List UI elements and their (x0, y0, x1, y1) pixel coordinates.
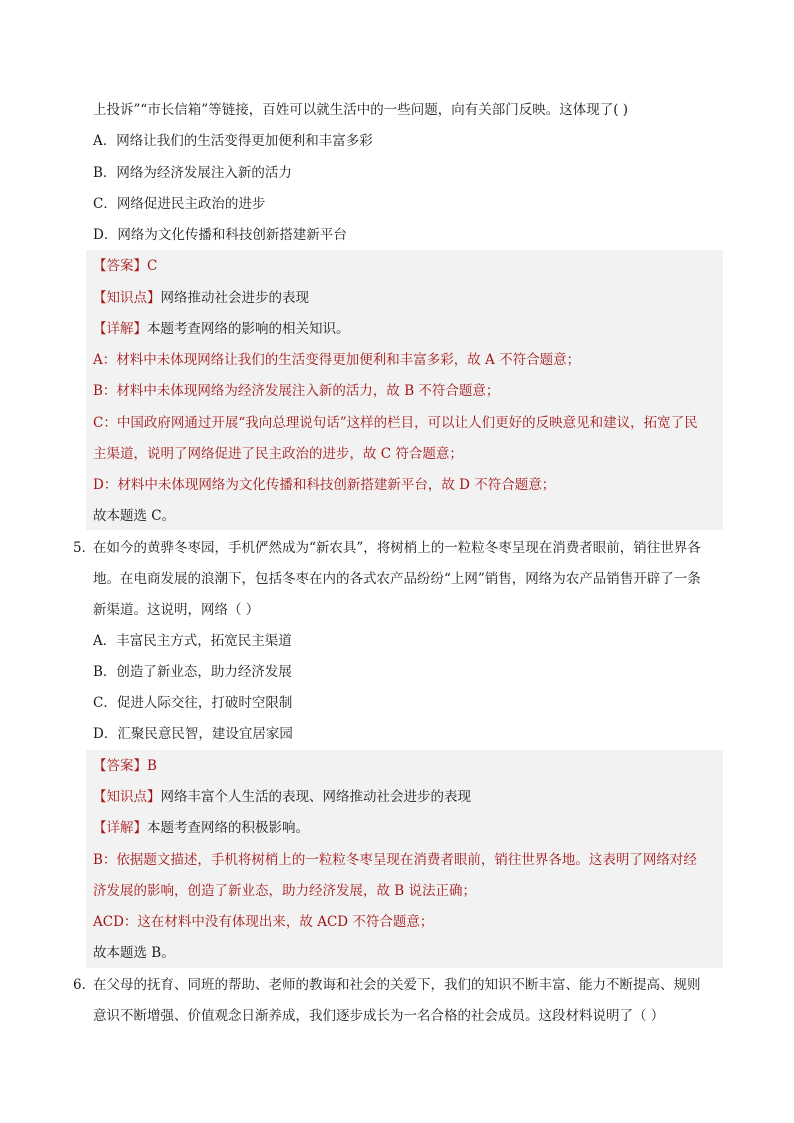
detail-value: 本题考查网络的积极影响。 (147, 820, 309, 836)
question-4-option-b: B．网络为经济发展注入新的活力 (93, 165, 292, 181)
question-5-option-d: D．汇聚民意民智，建设宜居家园 (93, 726, 293, 742)
question-5-analysis-b2: 济发展的影响，创造了新业态，助力经济发展，故 B 说法正确； (93, 883, 477, 899)
question-5-answer (93, 756, 157, 776)
question-4-analysis-b: B：材料中未体现网络为经济发展注入新的活力，故 B 不符合题意； (93, 383, 500, 399)
detail-value: 本题考查网络的影响的相关知识。 (147, 321, 350, 337)
question-4-stem: 上投诉”“市长信箱”等链接，百姓可以就生活中的一些问题，向有关部门反映。这体现了( ) (93, 102, 629, 118)
question-5-stem-line-3: 新渠道。这说明，网络（ ） (93, 602, 260, 618)
question-4-detail (93, 319, 350, 339)
answer-tag: 【答案】 (93, 758, 147, 774)
knowledge-tag: 【知识点】 (93, 290, 161, 306)
knowledge-tag: 【知识点】 (93, 789, 161, 805)
question-6-stem-line-1: 在父母的抚育、同班的帮助、老师的教诲和社会的关爱下，我们的知识不断丰富、能力不断提高、规则 (93, 977, 701, 993)
answer-value: B (147, 758, 157, 774)
knowledge-value: 网络丰富个人生活的表现、网络推动社会进步的表现 (160, 789, 471, 805)
question-4-analysis-c1: C：中国政府网通过开展“我向总理说句话”这样的栏目，可以让人们更好的反映意见和建议，拓宽了民 (93, 415, 698, 431)
question-4-knowledge (93, 288, 309, 308)
question-5-stem-line-2: 地。在电商发展的浪潮下，包括冬枣在内的各式农产品纷纷“上网”销售，网络为农产品销售开辟了一条 (93, 571, 701, 587)
question-4-option-c: C．网络促进民主政治的进步 (93, 196, 266, 212)
detail-tag: 【详解】 (93, 820, 147, 836)
question-6-number: 6． (73, 977, 96, 993)
detail-tag: 【详解】 (93, 321, 147, 337)
question-5-detail (93, 818, 309, 838)
answer-value: C (147, 258, 158, 274)
question-5-option-c: C．促进人际交往，打破时空限制 (93, 695, 293, 711)
knowledge-value: 网络推动社会进步的表现 (160, 290, 309, 306)
question-4-analysis-a: A：材料中未体现网络让我们的生活变得更加便利和丰富多彩，故 A 不符合题意； (93, 352, 581, 368)
question-5-number: 5． (73, 540, 96, 556)
question-5-option-b: B．创造了新业态，助力经济发展 (93, 664, 292, 680)
question-4-answer (93, 256, 157, 276)
question-5-analysis-b1: B：依据题文描述，手机将树梢上的一粒粒冬枣呈现在消费者眼前，销往世界各地。这表明了网络对经 (93, 852, 697, 868)
question-4-option-d: D．网络为文化传播和科技创新搭建新平台 (93, 227, 347, 243)
question-6-stem-line-2: 意识不断增强、价值观念日渐养成，我们逐步成长为一名合格的社会成员。这段材料说明了（ ） (93, 1008, 665, 1024)
question-5-analysis-acd: ACD：这在材料中没有体现出来，故 ACD 不符合题意； (93, 914, 434, 930)
question-5-conclusion: 故本题选 B。 (93, 945, 175, 961)
question-5-knowledge (93, 787, 471, 807)
question-5-stem-line-1: 在如今的黄骅冬枣园，手机俨然成为“新农具”，将树梢上的一粒粒冬枣呈现在消费者眼前，销往世界各 (93, 540, 701, 556)
answer-tag: 【答案】 (93, 258, 147, 274)
question-5-option-a: A．丰富民主方式，拓宽民主渠道 (93, 633, 292, 649)
question-4-analysis-c2: 主渠道，说明了网络促进了民主政治的进步，故 C 符合题意； (93, 446, 463, 462)
question-4-conclusion: 故本题选 C。 (93, 508, 176, 524)
question-4-analysis-d: D：材料中未体现网络为文化传播和科技创新搭建新平台，故 D 不符合题意； (93, 477, 556, 493)
question-4-option-a: A．网络让我们的生活变得更加便利和丰富多彩 (93, 133, 373, 149)
